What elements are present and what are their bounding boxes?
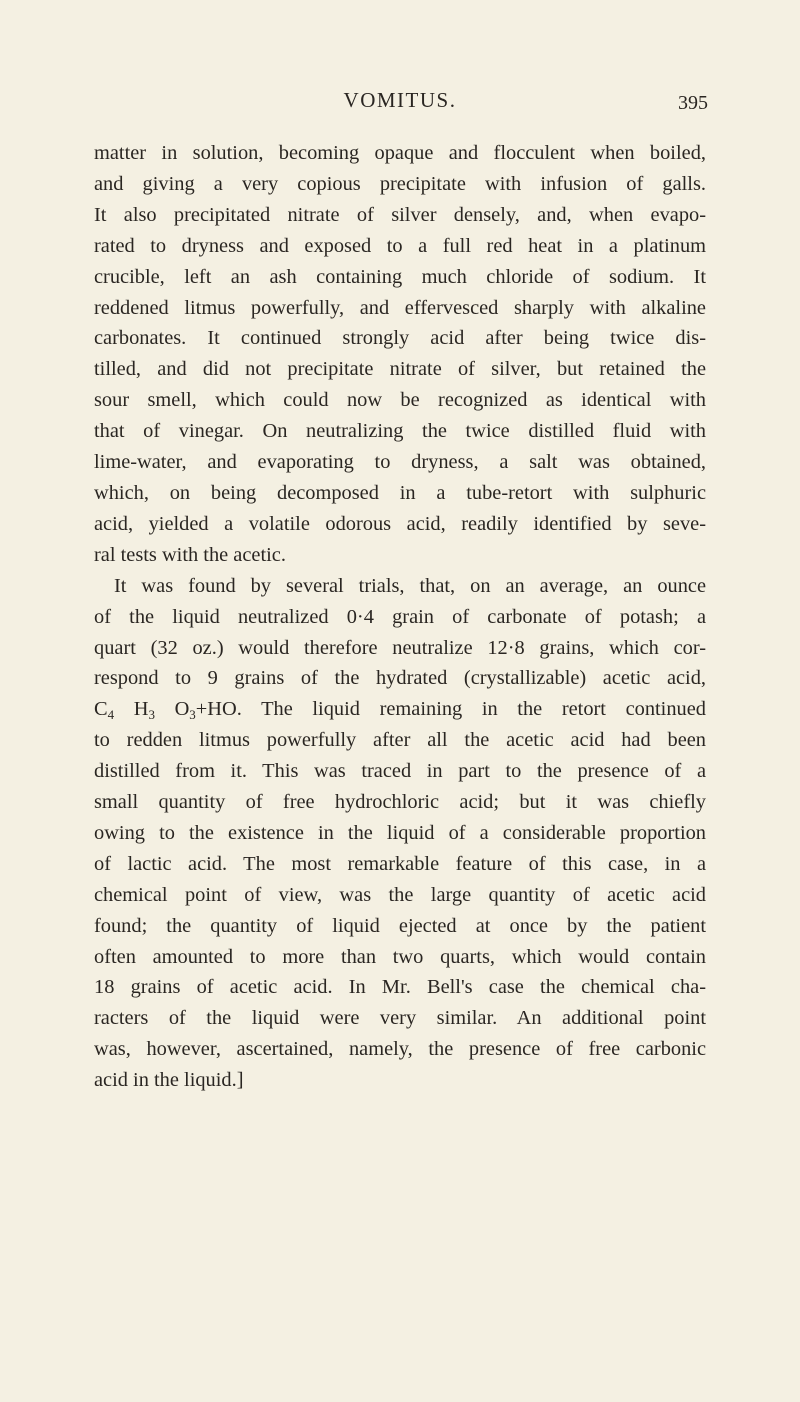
text-line: small quantity of free hydrochloric acid; but it was chiefly [94, 791, 706, 814]
paragraph-1 [94, 138, 706, 571]
paragraph-2 [94, 571, 706, 1096]
body-text [94, 138, 706, 1096]
text-line: to redden litmus powerfully after all the acetic acid had been [94, 729, 706, 752]
text-line: 18 grains of acetic acid. In Mr. Bell's case the chemical cha- [94, 976, 706, 999]
formula-line-text: The liquid remaining in the retort continued [261, 698, 706, 721]
text-line: owing to the existence in the liquid of a considerable proportion [94, 821, 706, 844]
page-number: 395 [678, 92, 708, 114]
formula-rest: +HO. [195, 698, 242, 721]
text-line: was, however, ascertained, namely, the presence of free carbonic [94, 1038, 706, 1061]
formula-carbon: C [94, 698, 108, 721]
formula-line [94, 694, 706, 725]
text-line: that of vinegar. On neutralizing the twice distilled fluid with [94, 420, 706, 443]
text-line: rated to dryness and exposed to a full red heat in a platinum [94, 234, 706, 257]
formula-hydrogen: H [133, 698, 149, 721]
text-line: of the liquid neutralized 0·4 grain of carbonate of potash; a [94, 605, 706, 628]
text-line: found; the quantity of liquid ejected at once by the patient [94, 914, 706, 937]
text-line: lime-water, and evaporating to dryness, a salt was obtained, [94, 451, 706, 474]
text-line: respond to 9 grains of the hydrated (crystallizable) acetic acid, [94, 667, 706, 690]
text-line: carbonates. It continued strongly acid after being twice dis- [94, 327, 706, 350]
text-line: tilled, and did not precipitate nitrate of silver, but retained the [94, 358, 706, 381]
text-line: It was found by several trials, that, on an average, an ounce [114, 574, 706, 597]
text-line: It also precipitated nitrate of silver densely, and, when evapo- [94, 203, 706, 226]
formula-oxygen: O [174, 698, 190, 721]
text-line: and giving a very copious precipitate with infusion of galls. [94, 172, 706, 195]
text-line: matter in solution, becoming opaque and flocculent when boiled, [94, 142, 706, 164]
text-line: racters of the liquid were very similar. An additional point [94, 1007, 706, 1030]
text-line: acid in the liquid.] [94, 1069, 244, 1092]
formula-hydrogen-count: 3 [148, 707, 155, 723]
running-title: VOMITUS. [343, 88, 457, 112]
formula-oxygen-count: 3 [189, 707, 196, 723]
text-line: of lactic acid. The most remarkable feature of this case, in a [94, 852, 706, 875]
text-line: distilled from it. This was traced in part to the presence of a [94, 760, 706, 783]
text-line: reddened litmus powerfully, and effervesced sharply with alkaline [94, 296, 706, 319]
text-line: which, on being decomposed in a tube-retort with sulphuric [94, 481, 706, 504]
text-line: chemical point of view, was the large quantity of acetic acid [94, 883, 706, 906]
text-line: acid, yielded a volatile odorous acid, readily identified by seve- [94, 512, 706, 535]
text-line: crucible, left an ash containing much chloride of sodium. It [94, 265, 706, 288]
running-head [0, 88, 800, 118]
text-line: sour smell, which could now be recognized as identical with [94, 389, 706, 412]
text-line: often amounted to more than two quarts, which would contain [94, 945, 706, 968]
text-line: ral tests with the acetic. [94, 543, 286, 566]
formula-carbon-count: 4 [107, 707, 115, 723]
text-line: quart (32 oz.) would therefore neutralize 12·8 grains, which cor- [94, 636, 706, 659]
